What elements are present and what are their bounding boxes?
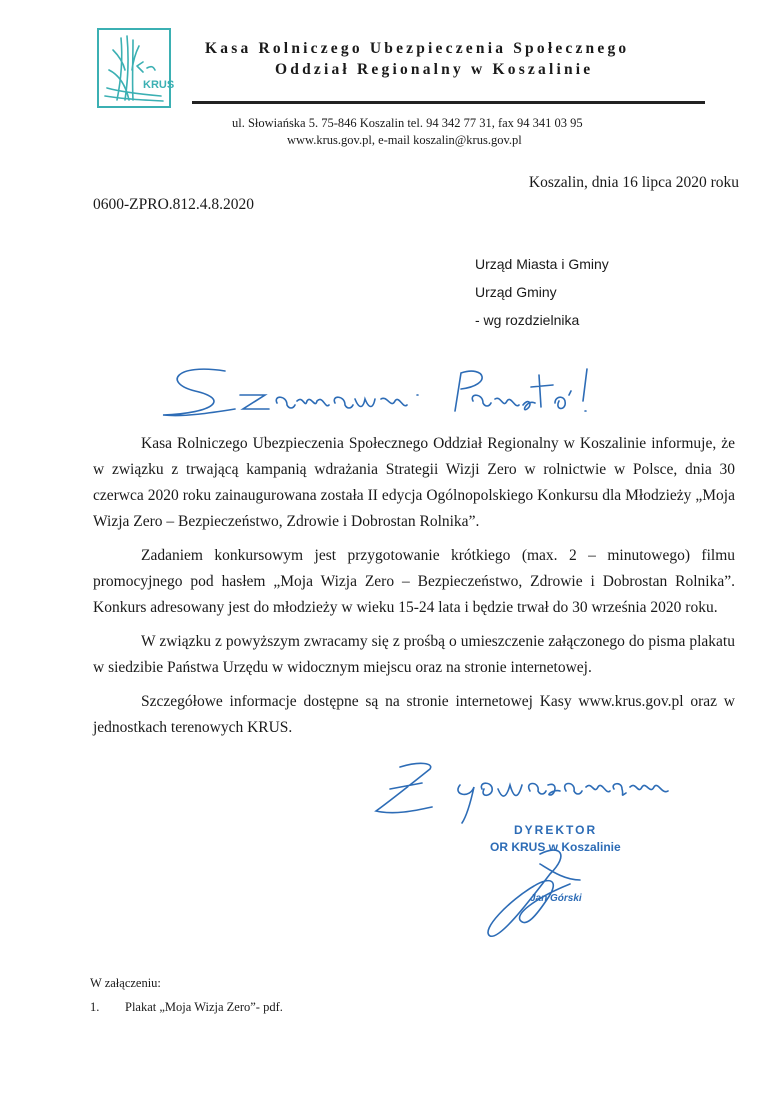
org-name-line2: Oddział Regionalny w Koszalinie bbox=[275, 61, 594, 78]
address-line: ul. Słowiańska 5. 75-846 Koszalin tel. 94 342 77 31, fax 94 341 03 95 bbox=[232, 116, 583, 130]
signature bbox=[480, 840, 600, 950]
stamp-org: OR KRUS w Koszalinie bbox=[490, 840, 621, 854]
recipient-line: - wg rozdzielnika bbox=[475, 312, 580, 328]
logo-text: KRUS bbox=[143, 79, 175, 91]
recipient-line: Urząd Miasta i Gminy bbox=[475, 256, 609, 272]
attachment-number: 1. bbox=[90, 1000, 100, 1014]
contact-line: www.krus.gov.pl, e-mail koszalin@krus.gov.pl bbox=[287, 133, 522, 147]
body-paragraph: W związku z powyższym zwracamy się z prośbą o umieszczenie załączonego do pisma plakatu w siedzibie Państwa Urzędu w widocznym miejscu oraz na stronie internetowej. bbox=[93, 633, 735, 676]
letter-body bbox=[93, 431, 735, 749]
body-paragraph: Kasa Rolniczego Ubezpieczenia Społecznego Oddział Regionalny w Koszalinie informuje, że w związku z trwającą kampanią wdrażania Strategii Wizji Zero w rolnictwie w Polsce, dnia 30 czerwca 2020 roku zainaugurowana została II edycja Ogólnopolskiego Konkursu dla Młodzieży „Moja Wizja Zero – Bezpieczeństwo, Zdrowie i Dobrostan Rolnika”. bbox=[93, 435, 735, 530]
stamp-title: DYREKTOR bbox=[514, 823, 598, 837]
letter-date: Koszalin, dnia 16 lipca 2020 roku bbox=[528, 174, 739, 191]
org-name-line1: Kasa Rolniczego Ubezpieczenia Społecznego bbox=[205, 40, 630, 57]
attachments-label: W załączeniu: bbox=[90, 976, 161, 990]
reference-number: 0600-ZPRO.812.4.8.2020 bbox=[93, 196, 255, 213]
handwritten-closing bbox=[370, 755, 730, 825]
body-paragraph: Zadaniem konkursowym jest przygotowanie krótkiego (max. 2 – minutowego) filmu promocyjnego pod hasłem „Moja Wizja Zero – Bezpieczeństwo, Zdrowie i Dobrostan Rolnika”. Konkurs adresowany jest do młodzieży w wieku 15-24 lata i będzie trwał do 30 września 2020 roku. bbox=[93, 547, 735, 616]
handwritten-greeting bbox=[155, 355, 615, 430]
header-divider bbox=[192, 101, 705, 104]
krus-logo bbox=[97, 28, 175, 108]
body-paragraph: Szczegółowe informacje dostępne są na stronie internetowej Kasy www.krus.gov.pl oraz w jednostkach terenowych KRUS. bbox=[93, 693, 735, 736]
attachment-item: Plakat „Moja Wizja Zero”- pdf. bbox=[125, 1000, 283, 1014]
recipient-line: Urząd Gminy bbox=[475, 284, 557, 300]
stamp-name: Jan Górski bbox=[530, 893, 582, 904]
